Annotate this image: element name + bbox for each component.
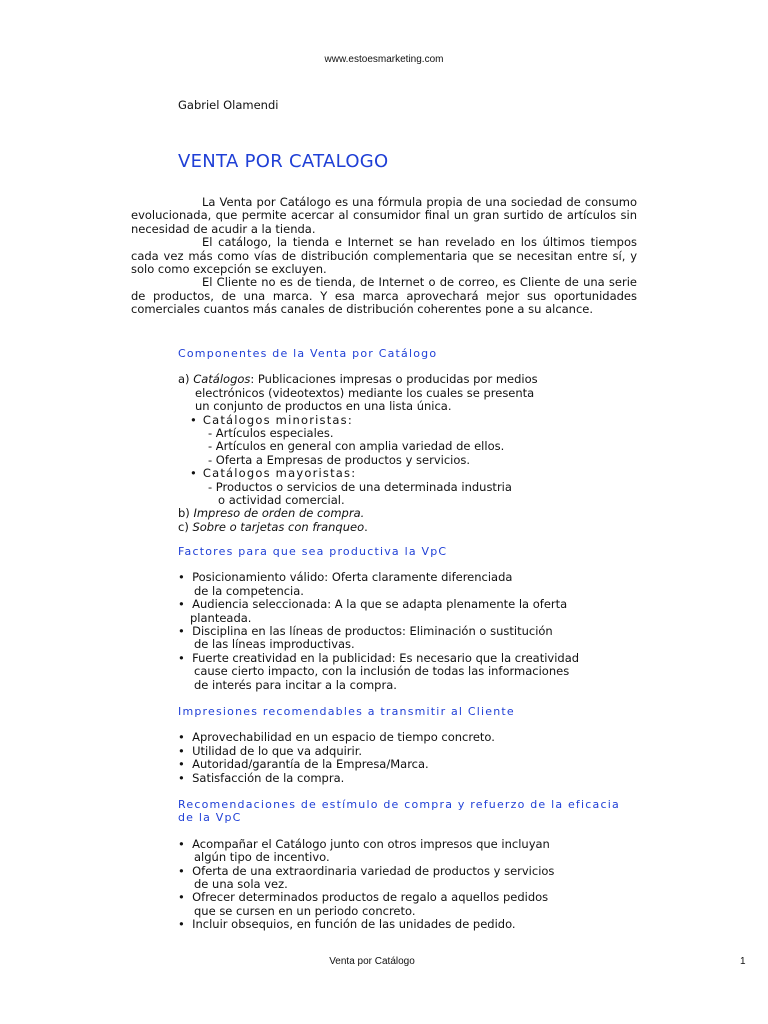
bullet-item: • Aprovechabilidad en un espacio de tiempo concreto. — [178, 730, 495, 745]
bullet-item: • Utilidad de lo que va adquirir. — [178, 743, 363, 758]
bullet-continuation: de una sola vez. — [194, 877, 288, 892]
mayoristas-label: • Catálogos mayoristas: — [190, 466, 357, 481]
list-item: - Oferta a Empresas de productos y servicios. — [208, 452, 471, 467]
bullet-item: • Satisfacción de la compra. — [178, 770, 345, 785]
bullet-item: • Oferta de una extraordinaria variedad de productos y servicios — [178, 863, 555, 878]
page-number: 1 — [740, 956, 746, 967]
section-heading: Componentes de la Venta por Catálogo — [178, 347, 438, 360]
bullet-item: • Acompañar el Catálogo junto con otros impresos que incluyan — [178, 836, 550, 851]
bullet-continuation: algún tipo de incentivo. — [194, 850, 330, 865]
intro-paragraph: El catálogo, la tienda e Internet se han revelado en los últimos tiempos cada vez más como vías de distribución complementaria que se necesitan entre sí, y solo como excepción se excluyen. — [131, 235, 637, 277]
bullet-item: • Audiencia seleccionada: A la que se adapta plenamente la oferta — [178, 597, 568, 612]
bullet-item: • Incluir obsequios, en función de las unidades de pedido. — [178, 917, 516, 932]
document-title: VENTA POR CATALOGO — [178, 151, 389, 172]
item-c: c) Sobre o tarjetas con franqueo. — [178, 519, 368, 534]
intro-paragraphs — [131, 196, 637, 317]
bullet-continuation: planteada. — [190, 610, 252, 625]
intro-paragraph: El Cliente no es de tienda, de Internet o de correo, es Cliente de una serie de productos, de una marca. Y esa marca aprovechará mejor sus oportunidades comerciales cuantos más canales de distribución coherentes pone a su alcance. — [131, 275, 637, 317]
footer-title: Venta por Catálogo — [329, 956, 415, 967]
factores-section — [178, 545, 579, 692]
bullet-item: • Disciplina en las líneas de productos: Eliminación o sustitución — [178, 624, 553, 639]
section-heading: Impresiones recomendables a transmitir al Cliente — [178, 705, 515, 718]
bullet-item: • Ofrecer determinados productos de regalo a aquellos pedidos — [178, 890, 549, 905]
item-a-line: un conjunto de productos en una lista única. — [195, 399, 452, 414]
minoristas-label: • Catálogos minoristas: — [190, 412, 353, 427]
section-heading: Factores para que sea productiva la VpC — [178, 545, 448, 558]
list-item: - Artículos especiales. — [208, 426, 334, 441]
bullet-continuation: de interés para incitar a la compra. — [194, 677, 397, 692]
list-item: o actividad comercial. — [218, 493, 345, 508]
impresiones-section — [178, 705, 515, 785]
item-a: a) Catálogos: Publicaciones impresas o producidas por medios — [178, 372, 538, 387]
intro-paragraph: La Venta por Catálogo es una fórmula propia de una sociedad de consumo evolucionada, que permite acercar al consumidor final un gran surtido de artículos sin necesidad de acudir a la tienda. — [131, 195, 637, 236]
list-item: - Artículos en general con amplia variedad de ellos. — [208, 439, 505, 454]
section-heading: Recomendaciones de estímulo de compra y refuerzo de la eficacia — [178, 798, 620, 811]
componentes-section — [178, 347, 538, 534]
item-b: b) Impreso de orden de compra. — [178, 506, 365, 521]
bullet-continuation: cause cierto impacto, con la inclusión de todas las informaciones — [194, 664, 570, 679]
bullet-continuation: de la competencia. — [194, 583, 304, 598]
bullet-item: • Fuerte creatividad en la publicidad: Es necesario que la creatividad — [178, 650, 580, 665]
header-url: www.estoesmarketing.com — [324, 54, 444, 65]
bullet-item: • Autoridad/garantía de la Empresa/Marca. — [178, 757, 429, 772]
author-name: Gabriel Olamendi — [178, 98, 279, 112]
bullet-continuation: de las líneas improductivas. — [194, 637, 355, 652]
bullet-continuation: que se cursen en un periodo concreto. — [194, 903, 416, 918]
recomendaciones-section — [178, 798, 620, 932]
item-a-line: electrónicos (videotextos) mediante los cuales se presenta — [195, 385, 535, 400]
list-item: - Productos o servicios de una determinada industria — [208, 479, 512, 494]
section-heading: de la VpC — [178, 811, 242, 825]
bullet-item: • Posicionamiento válido: Oferta claramente diferenciada — [178, 570, 513, 585]
